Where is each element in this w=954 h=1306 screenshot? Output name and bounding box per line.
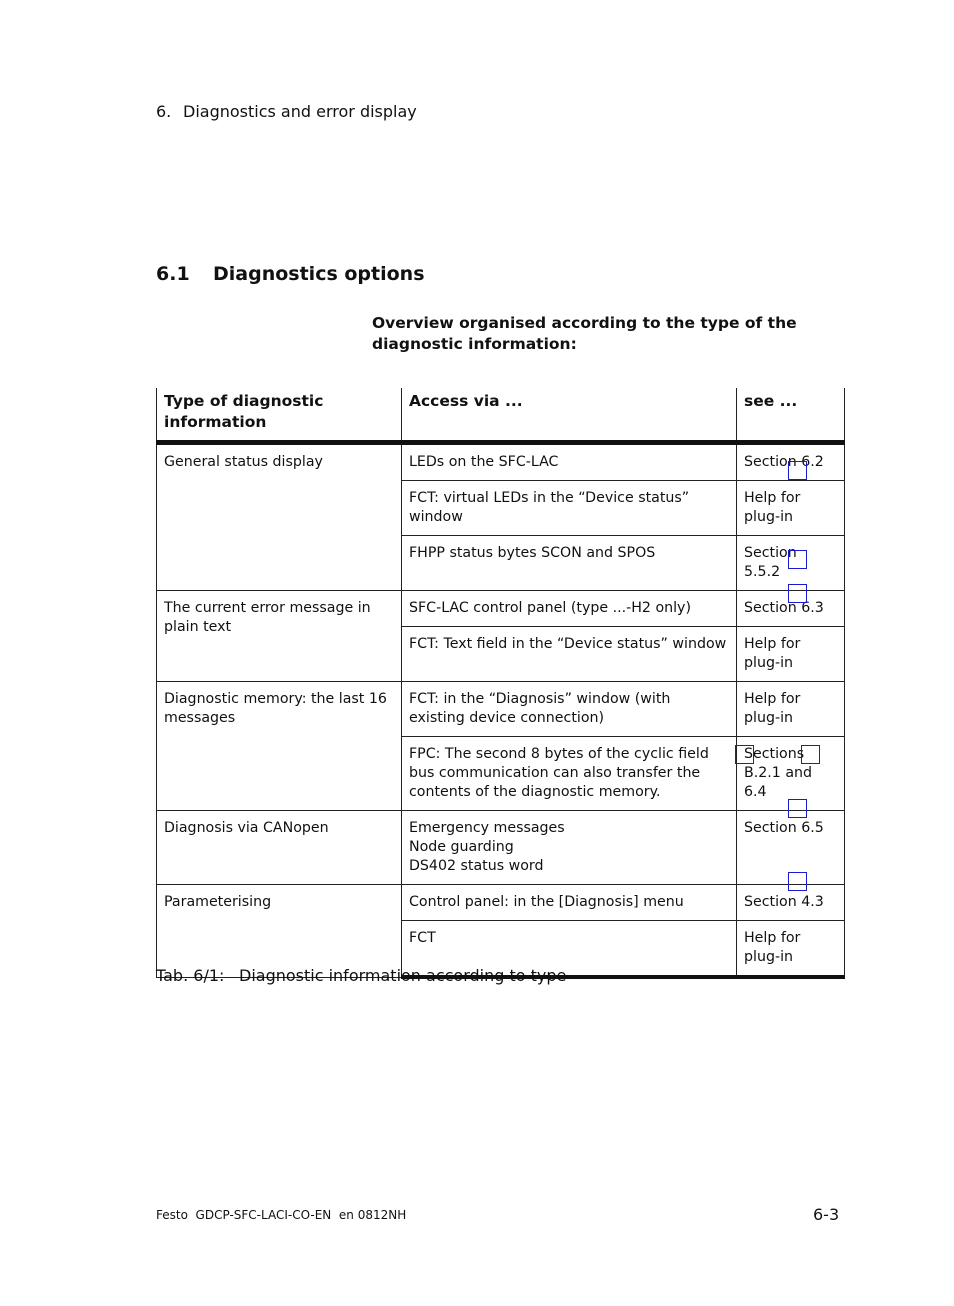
table-row [157,591,845,627]
access-cell: FCT: Text field in the “Device status” window [402,627,737,682]
footer-text: Festo GDCP-SFC-LACI-CO-EN en 0812NH [156,1208,407,1222]
link-box-section-4-3[interactable] [788,872,807,891]
see-cell-link[interactable]: Section 5.5.2 [737,536,845,591]
overview-heading: Overview organised according to the type of the diagnostic information: [372,314,797,353]
page-number: 6-3 [813,1205,840,1224]
chapter-number: 6. [156,102,172,121]
type-cell: Diagnostic memory: the last 16 messages [157,682,402,811]
link-box-section-b-2-1[interactable] [735,745,754,764]
header-type: Type of diagnostic information [157,388,402,443]
access-cell: Control panel: in the [Diagnosis] menu [402,885,737,921]
see-cell-link[interactable]: Sections B.2.1 and 6.4 [737,737,845,811]
caption-label: Tab. 6/1: [156,966,225,985]
access-cell: FCT: virtual LEDs in the “Device status” window [402,481,737,536]
access-cell: FCT [402,921,737,978]
link-box-section-6-2[interactable] [788,461,807,480]
access-cell: FHPP status bytes SCON and SPOS [402,536,737,591]
see-cell-link[interactable]: Section 6.5 [737,811,845,885]
chapter-title: Diagnostics and error display [183,102,417,121]
see-cell: Help for plug-in [737,481,845,536]
access-cell: FPC: The second 8 bytes of the cyclic field bus communication can also transfer the contents of the diagnostic memory. [402,737,737,811]
access-cell: FCT: in the “Diagnosis” window (with existing device connection) [402,682,737,737]
diagnostics-table [156,388,845,979]
table-row [157,443,845,481]
link-box-section-6-3[interactable] [788,584,807,603]
type-cell: Parameterising [157,885,402,978]
link-box-section-6-4[interactable] [801,745,820,764]
access-cell: Emergency messages Node guarding DS402 status word [402,811,737,885]
section-heading [156,263,425,285]
see-cell: Help for plug-in [737,627,845,682]
header-access: Access via ... [402,388,737,443]
access-cell: SFC-LAC control panel (type ...-H2 only) [402,591,737,627]
type-cell: Diagnosis via CANopen [157,811,402,885]
see-cell-link[interactable]: Section 6.2 [737,443,845,481]
see-cell: Help for plug-in [737,682,845,737]
access-cell: LEDs on the SFC-LAC [402,443,737,481]
type-cell: General status display [157,443,402,591]
chapter-heading [156,102,417,121]
table-row [157,682,845,737]
see-cell: Help for plug-in [737,921,845,978]
section-number: 6.1 [156,263,190,285]
table-caption [156,966,566,985]
see-cell-link[interactable]: Section 6.3 [737,591,845,627]
caption-text: Diagnostic information according to type [239,966,567,985]
header-see: see ... [737,388,845,443]
table-header-row [157,388,845,443]
section-title: Diagnostics options [213,263,425,285]
link-box-section-5-5-2[interactable] [788,550,807,569]
table-row [157,885,845,921]
table-row [157,811,845,885]
type-cell: The current error message in plain text [157,591,402,682]
see-cell-link[interactable]: Section 4.3 [737,885,845,921]
link-box-section-6-5[interactable] [788,799,807,818]
